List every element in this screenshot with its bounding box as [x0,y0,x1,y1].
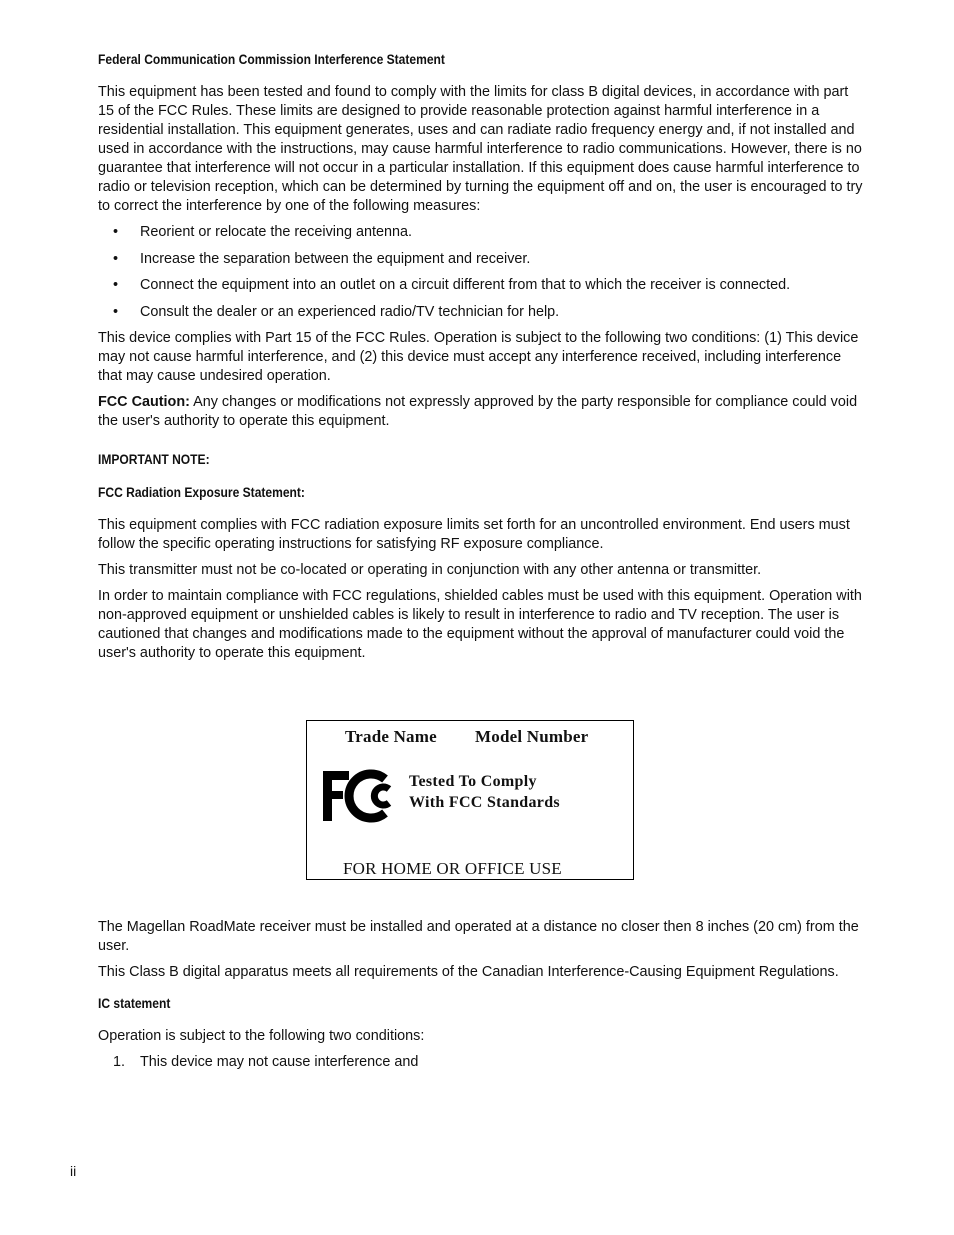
fcc-para-1: This equipment has been tested and found to comply with the limits for class B digital devices, in accordance with part 15 of the FCC Rules. These limits are designed to provide reasonable protection against harmful interference in a residential installation. This equipment generates, uses and can radiate radio frequency energy and, if not installed and used in accordance with the instructions, may cause harmful interference to radio communications. However, there is no guarantee that interference will not occur in a particular installation. If this equipment does cause harmful interference to radio or television reception, which can be determined by turning the equipment off and on, the user is encouraged to try to correct the interference by one of the following measures: [98,84,863,214]
list-item: • Consult the dealer or an experienced radio/TV technician for help. [113,303,560,320]
list-item: • Connect the equipment into an outlet on a circuit different from that to which the receiver is connected. [113,277,791,293]
fcc-caution [98,393,868,431]
bullet-icon: • [113,277,119,293]
canada-section [98,918,868,1072]
fcc-compliance-label [306,720,634,880]
fcc-logo-icon [323,769,397,823]
class-b-canada-para: This Class B digital apparatus meets all requirements of the Canadian Interference-Causing Equipment Regulations. [98,964,839,980]
ic-statement-heading: IC statement [98,996,171,1011]
bullet-icon: • [113,250,119,267]
caution-label: FCC Caution: [98,394,190,410]
radiation-exposure-heading: FCC Radiation Exposure Statement: [98,485,305,500]
fcc-document-body [98,50,868,670]
list-item: • Reorient or relocate the receiving antenna. [113,224,412,240]
bullet-icon: • [113,224,119,240]
list-item: • Increase the separation between the equipment and receiver. [113,250,531,267]
ic-conditions-list [98,1053,868,1072]
tested-to-comply-text: Tested To Comply With FCC Standards [409,773,560,811]
important-note-heading: IMPORTANT NOTE: [98,452,210,467]
ic-conditions-para: Operation is subject to the following two conditions: [98,1028,425,1044]
trade-name-label: Trade Name [345,727,437,746]
roadmate-distance-para: The Magellan RoadMate receiver must be installed and operated at a distance no closer then 8 inches (20 cm) from the user. [98,919,859,954]
caution-text: Any changes or modifications not expressly approved by the party responsible for compliance could void the user's authority to operate this equipment. [98,394,858,429]
list-item: 1. This device may not cause interference and [113,1054,419,1070]
bullet-icon: • [113,303,119,320]
home-office-use-text: FOR HOME OR OFFICE USE [343,859,562,878]
radiation-para-2: This transmitter must not be co-located or operating in conjunction with any other antenna or transmitter. [98,562,762,578]
fcc-para-2: This device complies with Part 15 of the FCC Rules. Operation is subject to the following two conditions: (1) This device may not cause harmful interference, and (2) this device must accept any interference received, including interference that may cause undesired operation. [98,330,859,384]
radiation-para-3: In order to maintain compliance with FCC regulations, shielded cables must be used with this equipment. Operation with non-approved equipment or unshielded cables is likely to result in interference to radio and TV reception. The user is cautioned that changes and modifications made to the equipment without the approval of manufacturer could void the user's authority to operate this equipment. [98,588,862,661]
radiation-para-1: This equipment complies with FCC radiation exposure limits set forth for an uncontrolled environment. End users must follow the specific operating instructions for satisfying RF exposure compliance. [98,517,850,552]
model-number-label: Model Number [475,727,589,746]
fcc-interference-heading: Federal Communication Commission Interference Statement [98,52,445,67]
page-number: ii [70,1163,77,1179]
measures-list [98,223,868,322]
